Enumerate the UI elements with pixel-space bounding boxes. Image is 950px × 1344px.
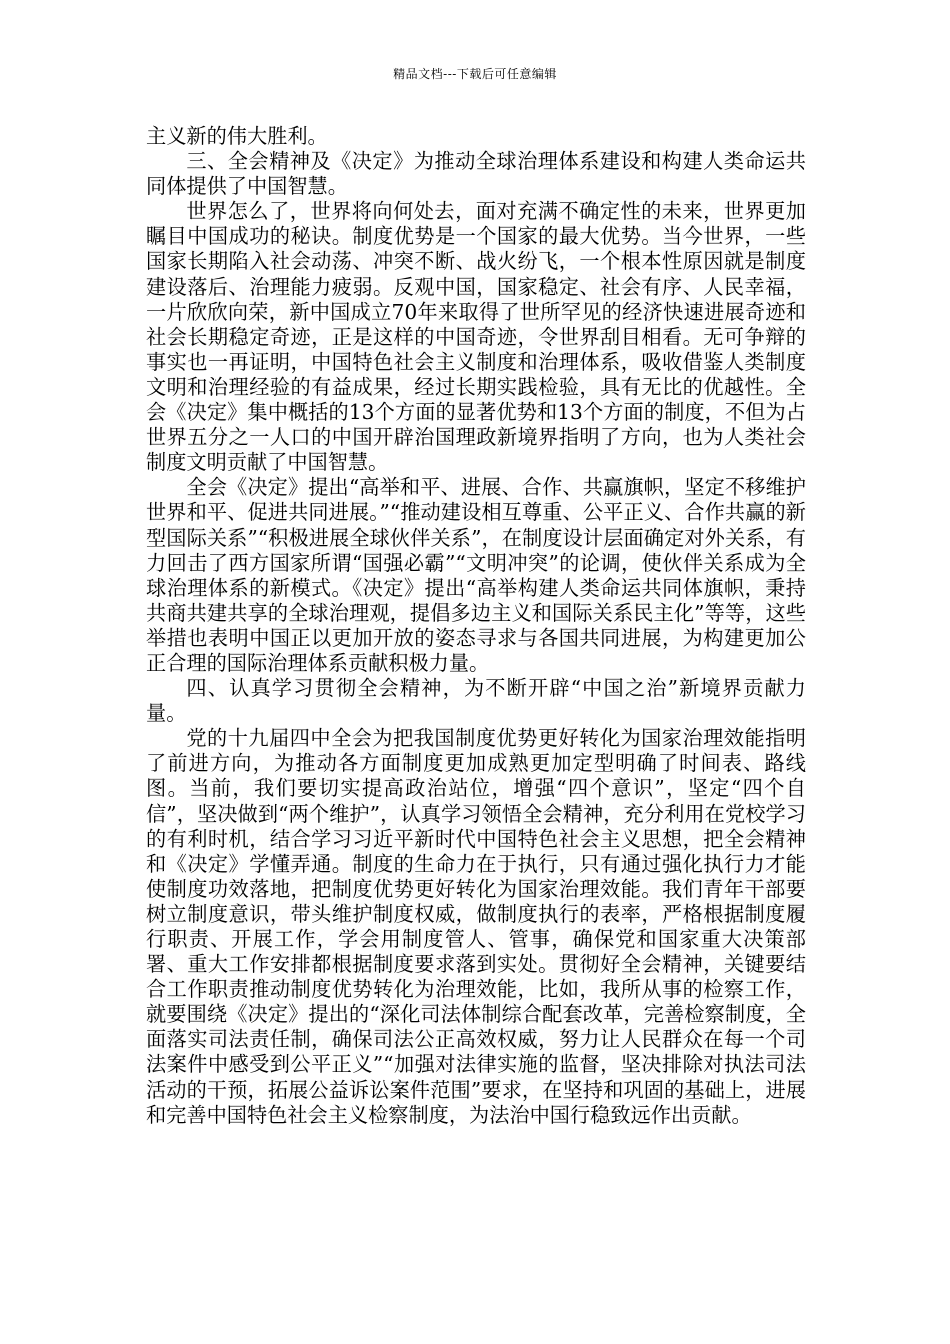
section-heading-three: 三、全会精神及《决定》为推动全球治理体系建设和构建人类命运共同体提供了中国智慧。 <box>146 149 806 199</box>
paragraph: 党的十九届四中全会为把我国制度优势更好转化为国家治理效能指明了前进方向，为推动各方面制度更加成熟更加定型明确了时间表、路线图。当前，我们要切实提高政治站位，增强“四个意识”，坚定“四个自信”，坚决做到“两个维护”，认真学习领悟全会精神，充分利用在党校学习的有利时机，结合学习习近平新时代中国特色社会主义思想，把全会精神和《决定》学懂弄通。制度的生命力在于执行，只有通过强化执行力才能使制度功效落地，把制度优势更好转化为国家治理效能。我们青年干部要树立制度意识，带头维护制度权威，做制度执行的表率，严格根据制度履行职责、开展工作，学会用制度管人、管事，确保党和国家重大决策部署、重大工作安排都根据制度要求落到实处。贯彻好全会精神，关键要结合工作职责推动制度优势转化为治理效能，比如，我所从事的检察工作，就要围绕《决定》提出的“深化司法体制综合配套改革，完善检察制度，全面落实司法责任制，确保司法公正高效权威，努力让人民群众在每一个司法案件中感受到公平正义”“加强对法律实施的监督，坚决排除对执法司法活动的干预，拓展公益诉讼案件范围”要求，在坚持和巩固的基础上，进展和完善中国特色社会主义检察制度，为法治中国行稳致远作出贡献。 <box>146 726 806 1127</box>
page-header: 精品文档---下载后可任意编辑 <box>393 67 557 81</box>
section-heading-four: 四、认真学习贯彻全会精神，为不断开辟“中国之治”新境界贡献力量。 <box>146 676 806 726</box>
paragraph: 世界怎么了，世界将向何处去，面对充满不确定性的未来，世界更加瞩目中国成功的秘诀。制度优势是一个国家的最大优势。当今世界，一些国家长期陷入社会动荡、冲突不断、战火纷飞，一个根本性原因就是制度建设落后、治理能力疲弱。反观中国，国家稳定、社会有序、人民幸福，一片欣欣向荣，新中国成立70年来取得了世所罕见的经济快速进展奇迹和社会长期稳定奇迹，正是这样的中国奇迹，令世界刮目相看。无可争辩的事实也一再证明，中国特色社会主义制度和治理体系，吸收借鉴人类制度文明和治理经验的有益成果，经过长期实践检验，具有无比的优越性。全会《决定》集中概括的13个方面的显著优势和13个方面的制度，不但为占世界五分之一人口的中国开辟治国理政新境界指明了方向，也为人类社会制度文明贡献了中国智慧。 <box>146 199 806 475</box>
paragraph: 全会《决定》提出“高举和平、进展、合作、共赢旗帜，坚定不移维护世界和平、促进共同进展。”“推动建设相互尊重、公平正义、合作共赢的新型国际关系”“积极进展全球伙伴关系”，在制度设计层面确定对外关系，有力回击了西方国家所谓“国强必霸”“文明冲突”的论调，使伙伴关系成为全球治理体系的新模式。《决定》提出“高举构建人类命运共同体旗帜，秉持共商共建共享的全球治理观，提倡多边主义和国际关系民主化”等等，这些举措也表明中国正以更加开放的姿态寻求与各国共同进展，为构建更加公正合理的国际治理体系贡献积极力量。 <box>146 475 806 675</box>
document-body <box>146 124 806 1128</box>
paragraph-continuation: 主义新的伟大胜利。 <box>146 124 328 148</box>
